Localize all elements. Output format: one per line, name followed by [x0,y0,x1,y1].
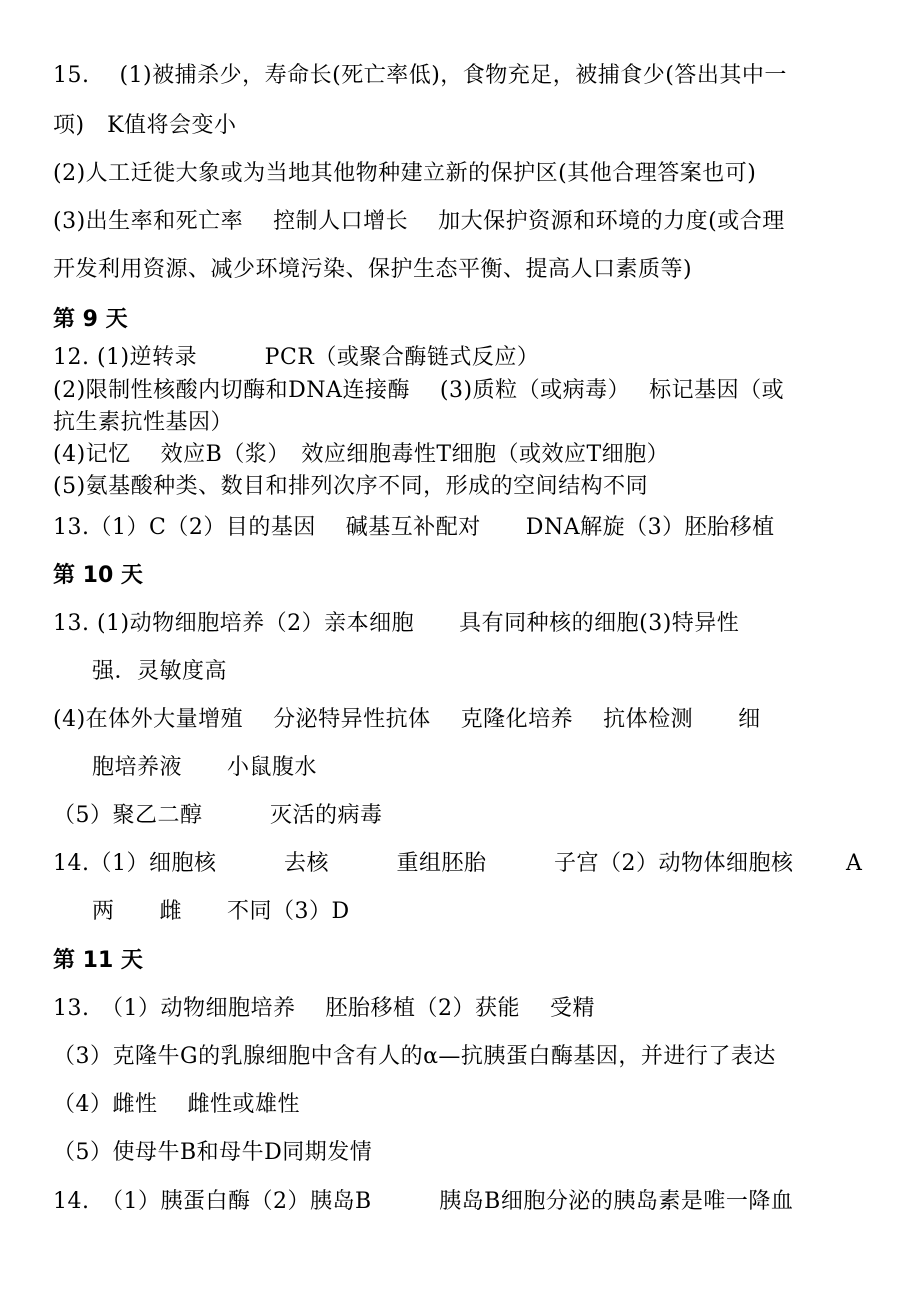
answer-line: （3）克隆牛G的乳腺细胞中含有人的α—抗胰蛋白酶基因，并进行了表达 [53,1044,776,1069]
answer-line: 14.（1）细胞核 去核 重组胚胎 子宫（2）动物体细胞核 A [53,851,863,876]
answer-line: (2)人工迁徙大象或为当地其他物种建立新的保护区(其他合理答案也可) [53,161,757,186]
section-heading: 第 10 天 [53,563,143,588]
answer-line: 14. （1）胰蛋白酶（2）胰岛B 胰岛B细胞分泌的胰岛素是唯一降血 [53,1189,794,1214]
answer-line: 两 雌 不同（3）D [92,899,350,924]
answer-line: 开发利用资源、减少环境污染、保护生态平衡、提高人口素质等) [53,257,693,282]
answer-line: 13.（1）C（2）目的基因 碱基互补配对 DNA解旋（3）胚胎移植 [53,515,775,540]
answer-line: 13. （1）动物细胞培养 胚胎移植（2）获能 受精 [53,996,595,1021]
answer-line: 15. (1)被捕杀少，寿命长(死亡率低)，食物充足，被捕食少(答出其中一 [53,63,787,88]
answer-line: (4)在体外大量增殖 分泌特异性抗体 克隆化培养 抗体检测 细 [53,707,761,732]
answer-line: (3)出生率和死亡率 控制人口增长 加大保护资源和环境的力度(或合理 [53,209,785,234]
section-heading: 第 11 天 [53,948,143,973]
answer-line: 抗生素抗性基因） [53,410,234,435]
answer-line: (2)限制性核酸内切酶和DNA连接酶 (3)质粒（或病毒） 标记基因（或 [53,378,785,403]
answer-line: 强．灵敏度高 [92,659,228,684]
answer-line: （5）聚乙二醇 灭活的病毒 [53,803,383,828]
section-heading: 第 9 天 [53,307,128,332]
answer-line: （5）使母牛B和母牛D同期发情 [53,1140,373,1165]
answer-line: (5)氨基酸种类、数目和排列次序不同，形成的空间结构不同 [53,474,649,499]
answer-line: 13. (1)动物细胞培养（2）亲本细胞 具有同种核的细胞(3)特异性 [53,611,740,636]
answer-line: 12. (1)逆转录 PCR（或聚合酶链式反应） [53,345,540,370]
answer-line: 项) K值将会变小 [53,113,237,138]
answer-line: 胞培养液 小鼠腹水 [92,755,318,780]
answer-line: （4）雌性 雌性或雄性 [53,1092,300,1117]
answer-line: (4)记忆 效应B（浆） 效应细胞毒性T细胞（或效应T细胞） [53,442,670,467]
